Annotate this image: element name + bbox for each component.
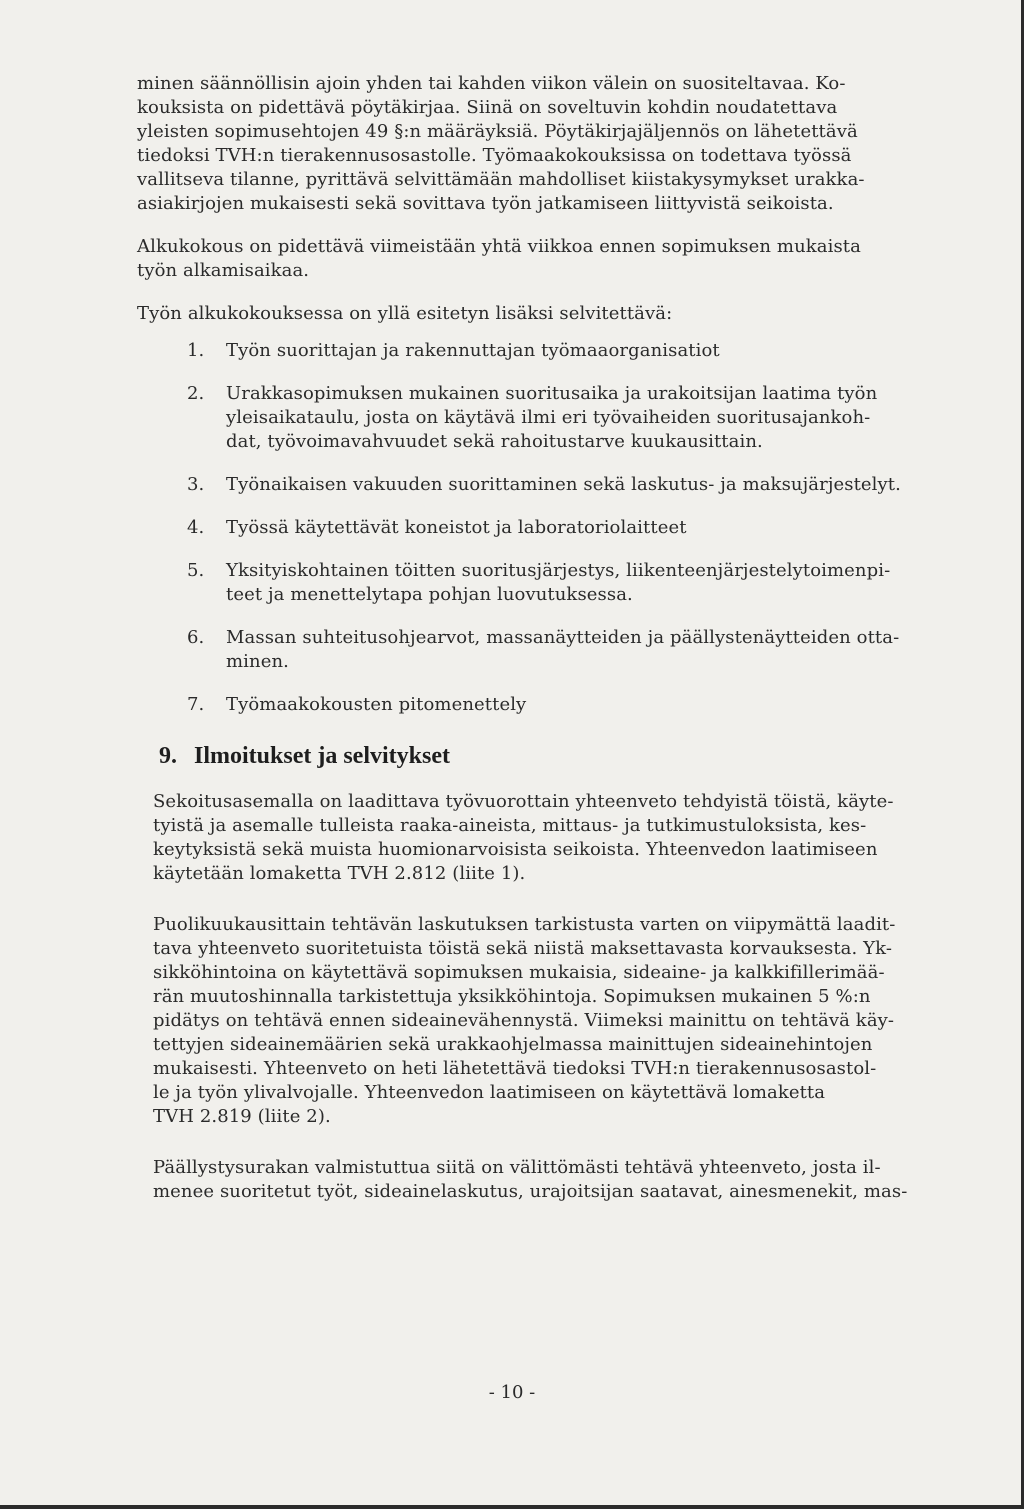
text-line: Sekoitusasemalla on laadittava työvuorottain yhteenveto tehdyistä töistä, käyte-: [153, 791, 894, 812]
text-line: Työssä käytettävät koneistot ja laboratoriolaitteet: [226, 517, 687, 538]
text-line: vallitseva tilanne, pyrittävä selvittämään mahdolliset kiistakysymykset urakka-: [137, 169, 865, 190]
list-intro-text: Työn alkukokouksessa on yllä esitetyn lisäksi selvitettävä:: [137, 303, 673, 324]
alkukokous-paragraph: [137, 235, 997, 283]
list-number: 4.: [187, 517, 205, 538]
list-item: [137, 516, 997, 540]
text-line: Työnaikaisen vakuuden suorittaminen sekä laskutus- ja maksujärjestelyt.: [226, 474, 901, 495]
text-line: asiakirjojen mukaisesti sekä sovittava työn jatkamiseen liittyvistä seikoista.: [137, 193, 834, 214]
text-line: tyistä ja asemalle tulleista raaka-aineista, mittaus- ja tutkimustuloksista, kes-: [153, 815, 867, 836]
text-line: rän muutoshinnalla tarkistettuja yksikköhintoja. Sopimuksen mukainen 5 %:n: [153, 986, 871, 1007]
text-line: sikköhintoina on käytettävä sopimuksen mukaisia, sideaine- ja kalkkifillerimää-: [153, 962, 885, 983]
list-item: [137, 473, 997, 497]
page-edge-bottom: [0, 1505, 1024, 1509]
text-line: mukaisesti. Yhteenveto on heti lähetettävä tiedoksi TVH:n tierakennusosastol-: [153, 1058, 877, 1079]
list-item: [137, 382, 997, 454]
page-number: - 10 -: [488, 1382, 536, 1403]
section-paragraph: [137, 1156, 997, 1204]
text-line: yleisaikataulu, josta on käytävä ilmi eri työvaiheiden suoritusajankoh-: [226, 407, 871, 428]
text-line: keytyksistä sekä muista huomionarvoisista seikoista. Yhteenvedon laatimiseen: [153, 839, 878, 860]
text-line: yleisten sopimusehtojen 49 §:n määräyksiä. Pöytäkirjajäljennös on lähetettävä: [137, 121, 858, 142]
text-line: tava yhteenveto suoritetuista töistä sekä niistä maksettavasta korvauksesta. Yk-: [153, 938, 893, 959]
text-line: tettyjen sideainemäärien sekä urakkaohjelmassa mainittujen sideainehintojen: [153, 1034, 873, 1055]
text-line: minen säännöllisin ajoin yhden tai kahden viikon välein on suositeltavaa. Ko-: [137, 73, 846, 94]
section-title: Ilmoitukset ja selvitykset: [194, 743, 450, 769]
text-line: Urakkasopimuksen mukainen suoritusaika ja urakoitsijan laatima työn: [226, 383, 878, 404]
list-item: [137, 559, 997, 607]
intro-paragraph: [137, 72, 997, 216]
text-line: menee suoritetut työt, sideainelaskutus, urajoitsijan saatavat, ainesmenekit, mas-: [153, 1181, 908, 1202]
text-line: Alkukokous on pidettävä viimeistään yhtä viikkoa ennen sopimuksen mukaista: [137, 236, 861, 257]
text-line: tiedoksi TVH:n tierakennusosastolle. Työmaakokouksissa on todettava työssä: [137, 145, 852, 166]
list-item: [137, 693, 997, 717]
text-line: Yksityiskohtainen töitten suoritusjärjestys, liikenteenjärjestelytoimenpi-: [226, 560, 891, 581]
section-paragraph: [137, 913, 997, 1129]
text-line: Työn suorittajan ja rakennuttajan työmaaorganisatiot: [226, 340, 720, 361]
text-line: pidätys on tehtävä ennen sideainevähennystä. Viimeksi mainittu on tehtävä käy-: [153, 1010, 895, 1031]
text-line: Massan suhteitusohjearvot, massanäytteiden ja päällystenäytteiden otta-: [226, 627, 900, 648]
list-number: 7.: [187, 694, 205, 715]
list-item: [137, 626, 997, 674]
text-line: Päällystysurakan valmistuttua siitä on välittömästi tehtävä yhteenveto, josta il-: [153, 1157, 881, 1178]
list-number: 2.: [187, 383, 205, 404]
text-line: teet ja menettelytapa pohjan luovutuksessa.: [226, 584, 633, 605]
document-body: [137, 72, 997, 1204]
text-line: Työmaakokousten pitomenettely: [226, 694, 527, 715]
text-line: minen.: [226, 651, 289, 672]
text-line: kouksista on pidettävä pöytäkirjaa. Siinä on soveltuvin kohdin noudatettava: [137, 97, 838, 118]
list-number: 6.: [187, 627, 205, 648]
text-line: dat, työvoimavahvuudet sekä rahoitustarve kuukausittain.: [226, 431, 763, 452]
text-line: TVH 2.819 (liite 2).: [153, 1106, 331, 1127]
text-line: työn alkamisaikaa.: [137, 260, 310, 281]
section-paragraph: [137, 790, 997, 886]
list-number: 1.: [187, 340, 205, 361]
text-line: le ja työn ylivalvojalle. Yhteenvedon laatimiseen on käytettävä lomaketta: [153, 1082, 826, 1103]
section-heading: [137, 741, 997, 771]
list-number: 5.: [187, 560, 205, 581]
list-number: 3.: [187, 474, 205, 495]
list-intro: [137, 302, 997, 326]
section-number: 9.: [159, 743, 177, 769]
list-item: [137, 339, 997, 363]
text-line: Puolikuukausittain tehtävän laskutuksen tarkistusta varten on viipymättä laadit-: [153, 914, 896, 935]
text-line: käytetään lomaketta TVH 2.812 (liite 1).: [153, 863, 526, 884]
